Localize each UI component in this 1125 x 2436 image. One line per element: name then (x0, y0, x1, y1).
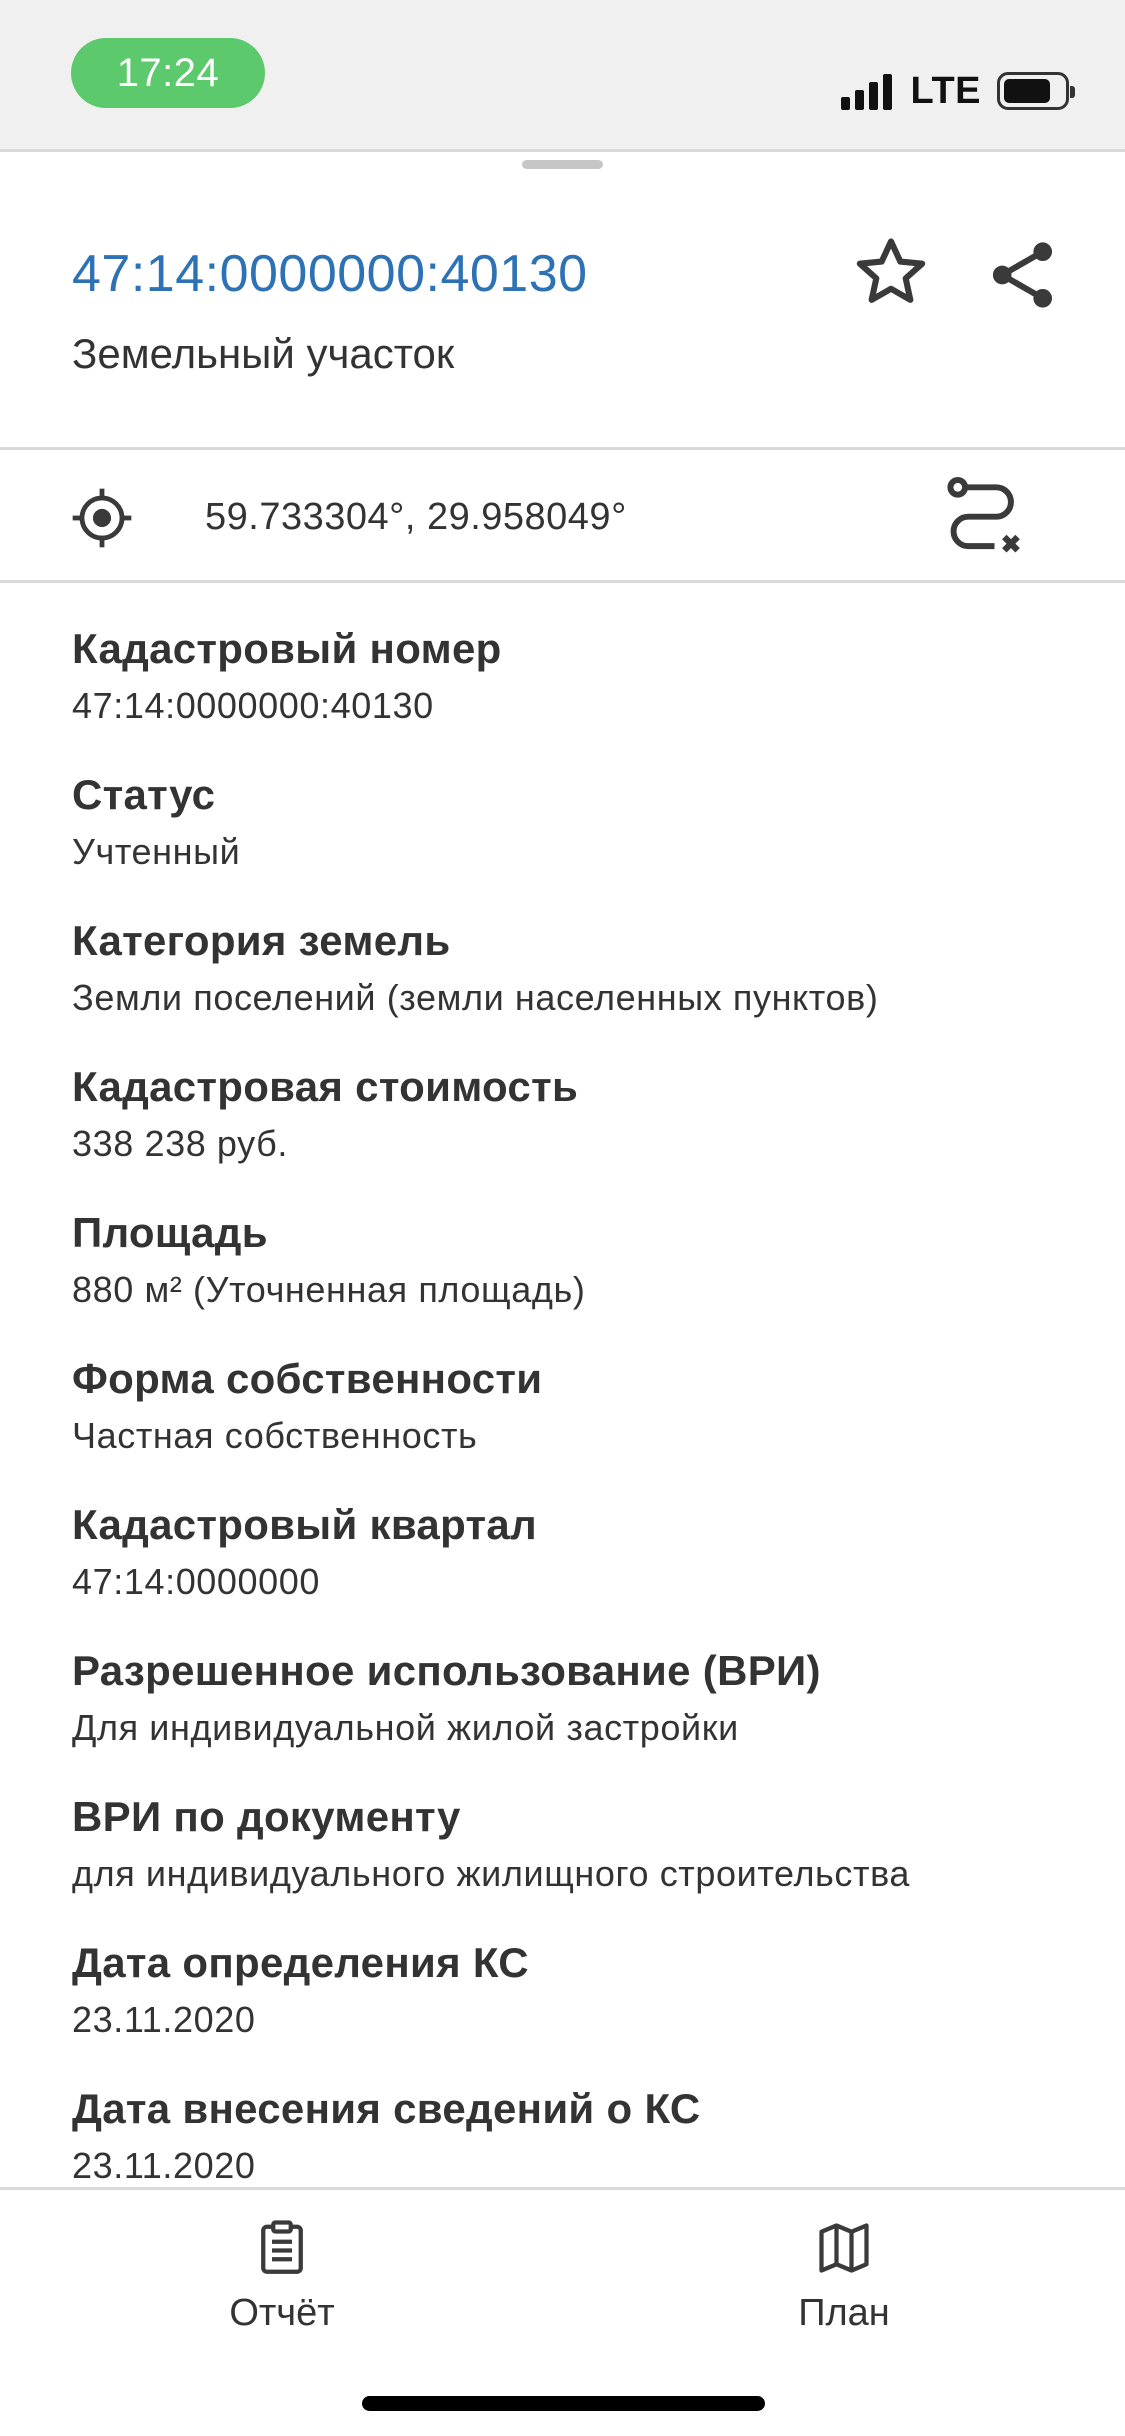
property-value: Учтенный (72, 831, 241, 872)
home-indicator[interactable] (362, 2396, 765, 2411)
property-item (72, 766, 1072, 880)
property-item (72, 620, 1072, 734)
property-value: 23.11.2020 (72, 1999, 256, 2040)
report-label: Отчёт (229, 2292, 335, 2334)
property-label: Кадастровый номер (72, 625, 502, 672)
property-label: Дата внесения сведений о КС (72, 2085, 701, 2132)
properties-list (0, 583, 1125, 2187)
property-item (72, 1934, 1072, 2048)
property-label: Дата определения КС (72, 1939, 529, 1986)
property-label: Площадь (72, 1209, 268, 1256)
clipboard-report-icon (252, 2218, 312, 2278)
coordinates-row (0, 450, 1125, 580)
property-item (72, 1642, 1072, 1756)
property-item (72, 2080, 1072, 2187)
network-type: LTE (910, 69, 981, 112)
share-button[interactable] (980, 232, 1066, 318)
property-label: Кадастровый квартал (72, 1501, 537, 1548)
property-value: 47:14:0000000:40130 (72, 685, 434, 726)
report-button[interactable] (162, 2218, 402, 2358)
plan-label: План (798, 2292, 890, 2334)
status-indicators (841, 66, 1069, 116)
property-label: Кадастровая стоимость (72, 1063, 579, 1110)
share-icon (980, 232, 1066, 318)
property-value: 47:14:0000000 (72, 1561, 321, 1602)
property-item (72, 1788, 1072, 1902)
object-type: Земельный участок (72, 330, 455, 377)
coordinates-text[interactable]: 59.733304°, 29.958049° (205, 496, 627, 538)
cadastral-number-title[interactable]: 47:14:0000000:40130 (72, 245, 588, 303)
route-clear-icon (942, 474, 1026, 558)
route-button[interactable] (942, 474, 1026, 558)
object-header (0, 200, 1125, 447)
gps-target-icon (70, 486, 134, 550)
property-item (72, 1350, 1072, 1464)
locate-button[interactable] (70, 486, 134, 550)
property-label: Категория земель (72, 917, 451, 964)
property-item (72, 1496, 1072, 1610)
property-label: Разрешенное использование (ВРИ) (72, 1647, 821, 1694)
property-item (72, 1204, 1072, 1318)
status-time: 17:24 (71, 38, 265, 108)
property-value: Частная собственность (72, 1415, 478, 1456)
property-value: 338 238 руб. (72, 1123, 288, 1164)
property-label: ВРИ по документу (72, 1793, 461, 1840)
battery-icon (997, 72, 1069, 110)
sheet-drag-handle[interactable] (522, 160, 603, 169)
star-outline-icon (848, 230, 934, 316)
property-value: Земли поселений (земли населенных пунктов) (72, 977, 879, 1018)
property-item (72, 912, 1072, 1026)
cellular-signal-icon (841, 72, 897, 110)
favorite-button[interactable] (848, 230, 934, 316)
property-value: для индивидуального жилищного строительства (72, 1853, 911, 1894)
property-value: Для индивидуальной жилой застройки (72, 1707, 739, 1748)
property-value: 23.11.2020 (72, 2145, 256, 2186)
property-item (72, 1058, 1072, 1172)
property-value: 880 м² (Уточненная площадь) (72, 1269, 586, 1310)
map-plan-icon (814, 2218, 874, 2278)
property-label: Форма собственности (72, 1355, 543, 1402)
property-label: Статус (72, 771, 216, 818)
status-bar (0, 0, 1125, 152)
plan-button[interactable] (724, 2218, 964, 2358)
